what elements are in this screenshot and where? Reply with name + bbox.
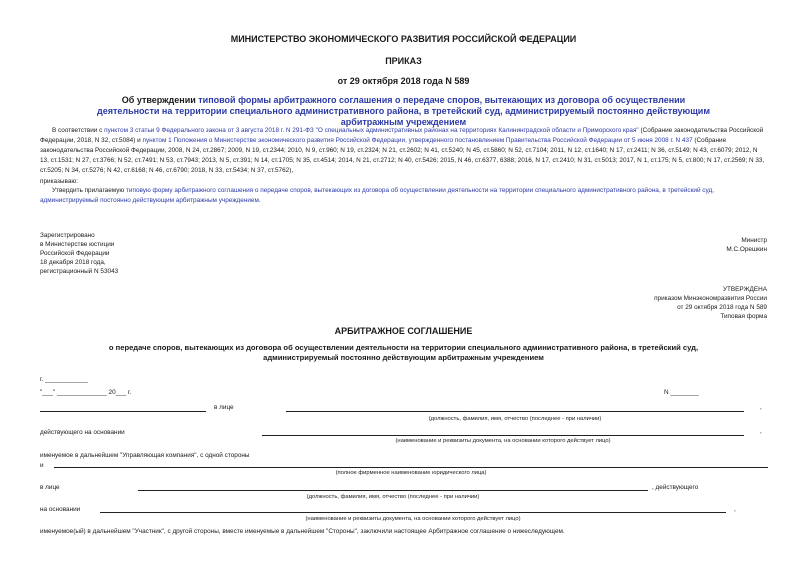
position-caption-2: (должность, фамилия, имя, отчество (последнее - при наличии): [306, 494, 480, 500]
law-link[interactable]: пунктом 3 статьи 9 Федерального закона от 3 августа 2018 г. N 291-ФЗ "О специальных административных районах на территориях Калининградской области и Приморского края": [104, 127, 639, 134]
form-subtitle: о передаче споров, вытекающих из договора об осуществлении деятельности на территории специального административного района, в третейский суд, администрируемый постоянно действующим арбитражным учреждением: [108, 343, 699, 362]
approve-text-b: .: [258, 197, 261, 204]
document-caption: (наименование и реквизиты документа, на основании которого действует лицо): [395, 438, 611, 444]
order-word: приказываю:: [40, 178, 78, 185]
acting-basis-label: действующего на основании: [40, 429, 125, 436]
representative-line[interactable]: [286, 411, 744, 412]
comma: ,: [760, 428, 762, 435]
in-person-label-2: в лице: [40, 484, 60, 491]
registration-line: Российской Федерации: [40, 250, 110, 257]
document-type: ПРИКАЗ: [385, 56, 422, 66]
and-label: и: [40, 462, 44, 469]
company-name-line[interactable]: [40, 411, 206, 412]
participant-representative-line[interactable]: [138, 490, 648, 491]
in-person-label: в лице: [214, 404, 234, 411]
preamble-text-c: (Собрание законодательства Российской Федерации, 2008, N 24, ст.2867; 2009, N 19, ст.2344; 2010, N 9, ст.960; N 19, ст.2324; N 21, ст.2602; N 41, ст.5240; N 45, ст.5860; N 52, ст.7104; 2011, N 12, ст.1640; N 17, ст.2411; N 36, ст.5149; N 43, ст.6079; 2012, N 13, ст.1531; N 27, ст.3766; N 52, ст.7491; N 53, ст.7943; 2013, N 5, ст.391; N 14, ст.1705; N 35, ст.4514; 2014, N 21, ст.2712; N 40, ст.5426; 2015, N 46, ст.6377, 6388; 2016, N 17, ст.2410; N 31, ст.5013; 2017, N 1, ст.175; N 5, ст.800; N 17, ст.2569; N 33, ст.5205; N 34, ст.5276; N 42, ст.6168; N 46, ст.6790; 2018, N 33, ст.5434; N 37, ст.5762),: [40, 137, 765, 174]
basis-document-line[interactable]: [262, 435, 744, 436]
regulation-link[interactable]: пунктом 1 Положения о Министерстве экономического развития Российской Федерации, утвержденного постановлением Правительства Российской Федерации от 5 июня 2008 г. N 437: [142, 137, 693, 144]
form-link[interactable]: типовую форму арбитражного соглашения о передаче споров, вытекающих из договора об осуществлении деятельности на территории специального административного района, в третейский суд, администрируемый постоянно действующим арбитражным учреждением: [40, 187, 714, 204]
closing-sentence: именуемое(ый) в дальнейшем "Участник", с другой стороны, вместе именуемые в дальнейшем "Стороны", заключили настоящее Арбитражное соглашение о нижеследующем.: [40, 528, 565, 535]
city-field[interactable]: г. ____________: [40, 376, 88, 383]
on-basis-label: на основании: [40, 506, 81, 513]
participant-name-line[interactable]: [54, 467, 768, 468]
preamble-text-a: В соответствии с: [52, 127, 105, 134]
position-caption: (должность, фамилия, имя, отчество (последнее - при наличии): [428, 416, 602, 422]
preamble-paragraph: [40, 126, 768, 176]
participant-basis-line[interactable]: [100, 512, 726, 513]
order-title: [96, 95, 711, 128]
ministry-heading: МИНИСТЕРСТВО ЭКОНОМИЧЕСКОГО РАЗВИТИЯ РОССИЙСКОЙ ФЕДЕРАЦИИ: [230, 34, 577, 44]
comma: ,: [760, 404, 762, 411]
comma: ,: [734, 506, 736, 513]
number-field[interactable]: N ________: [664, 389, 699, 396]
registration-line: регистрационный N 53043: [40, 268, 119, 275]
signatory-position: Министр: [741, 237, 767, 244]
company-named-label: именуемое в дальнейшем "Управляющая компания", с одной стороны: [40, 452, 250, 459]
date-field[interactable]: "___" ______________ 20___ г.: [40, 389, 132, 396]
approval-block: [654, 285, 767, 321]
document-caption-2: (наименование и реквизиты документа, на основании которого действует лицо): [305, 516, 521, 522]
form-title: АРБИТРАЖНОЕ СОГЛАШЕНИЕ: [334, 326, 473, 336]
registration-block: [40, 231, 118, 276]
legal-name-caption: (полное фирменное наименование юридического лица): [335, 470, 487, 476]
approval-line: от 29 октября 2018 года N 589: [677, 304, 767, 311]
signatory-name: М.С.Орешкин: [726, 246, 767, 253]
approval-line: Типовая форма: [720, 313, 767, 320]
acting-label: , действующего: [652, 484, 699, 491]
order-title-link[interactable]: типовой формы арбитражного соглашения о передаче споров, вытекающих из договора об осуществлении деятельности на территории специального административного района, в третейский суд, администрируемый постоянно действующим арбитражным учреждением: [96, 95, 710, 127]
approve-text-a: Утвердить прилагаемую: [52, 187, 126, 194]
registration-line: 18 декабря 2018 года,: [40, 259, 106, 266]
document-date-number: от 29 октября 2018 года N 589: [337, 76, 470, 86]
order-title-prefix: Об утверждении: [121, 95, 199, 105]
registration-line: Зарегистрировано: [40, 232, 95, 239]
approval-line: приказом Минэкономразвития России: [654, 295, 767, 302]
approval-line: УТВЕРЖДЕНА: [722, 286, 767, 293]
approve-paragraph: [40, 186, 768, 206]
preamble-text-b: (Собрание законодательства Российской Федерации, 2018, N 32, ст.5084) и: [40, 127, 764, 144]
registration-line: в Министерстве юстиции: [40, 241, 115, 248]
